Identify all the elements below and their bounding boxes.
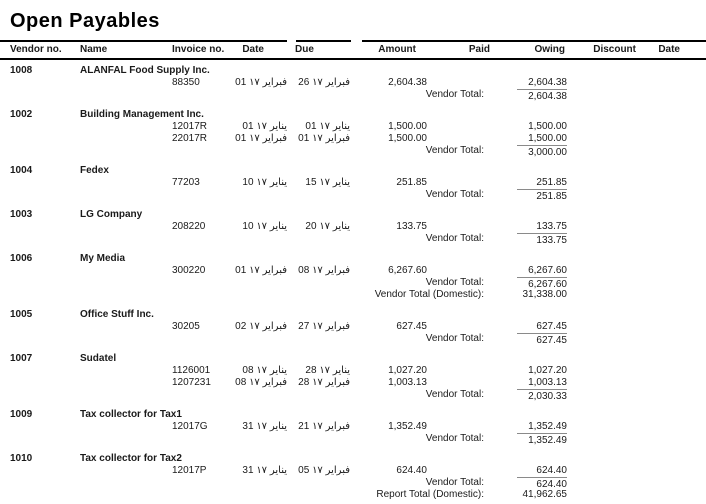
vendor-no: 1003 (10, 209, 33, 220)
total-owing (490, 289, 567, 301)
vendor-no: 1009 (10, 409, 33, 420)
owing: 133.75 (536, 221, 567, 232)
invoice-date: 10 يناير ١٧ (242, 177, 287, 188)
vendor-group (0, 109, 706, 157)
total-row (0, 277, 706, 289)
vendor-group (0, 453, 706, 501)
total-value: 31,338.00 (522, 289, 567, 300)
total-row (0, 145, 706, 157)
invoice-row (0, 321, 706, 333)
invoice-date: 08 فبراير ١٧ (235, 377, 287, 388)
total-owing (490, 489, 567, 501)
invoice-date: 01 فبراير ١٧ (235, 77, 287, 88)
vendor-header-row (0, 353, 706, 365)
invoice-no: 1126001 (172, 365, 211, 376)
total-row (0, 433, 706, 445)
total-value: 133.75 (517, 233, 567, 247)
total-label: Vendor Total: (425, 477, 484, 488)
vendor-header-row (0, 253, 706, 265)
due-date: 15 يناير ١٧ (305, 177, 350, 188)
amount: 1,352.49 (388, 421, 427, 432)
col-header-amount: Amount (378, 44, 416, 55)
invoice-date: 01 فبراير ١٧ (235, 265, 287, 276)
invoice-row (0, 365, 706, 377)
due-date: 26 فبراير ١٧ (298, 77, 350, 88)
amount: 627.45 (396, 321, 427, 332)
due-date: 01 فبراير ١٧ (298, 133, 350, 144)
vendor-name: My Media (80, 253, 126, 264)
total-row (0, 477, 706, 489)
vendor-no: 1007 (10, 353, 33, 364)
invoice-row (0, 221, 706, 233)
total-value: 3,000.00 (517, 145, 567, 159)
total-label: Vendor Total: (425, 277, 484, 288)
total-value: 624.40 (517, 477, 567, 491)
vendor-name: Fedex (80, 165, 109, 176)
vendor-name: Office Stuff Inc. (80, 309, 154, 320)
total-label: Vendor Total: (425, 145, 484, 156)
total-value: 2,030.33 (517, 389, 567, 403)
total-value: 627.45 (517, 333, 567, 347)
vendor-no: 1002 (10, 109, 33, 120)
invoice-no: 208220 (172, 221, 206, 232)
report-title: Open Payables (10, 10, 160, 32)
vendor-no: 1008 (10, 65, 33, 76)
total-owing (490, 189, 567, 203)
invoice-date: 01 فبراير ١٧ (235, 133, 287, 144)
owing: 1,352.49 (528, 421, 567, 432)
vendor-group (0, 65, 706, 101)
invoice-row (0, 77, 706, 89)
invoice-row (0, 177, 706, 189)
due-date: 28 فبراير ١٧ (298, 377, 350, 388)
invoice-row (0, 465, 706, 477)
owing: 6,267.60 (528, 265, 567, 276)
header-bottom-rule (0, 58, 706, 60)
owing: 1,500.00 (528, 133, 567, 144)
vendor-group (0, 253, 706, 301)
invoice-row (0, 265, 706, 277)
amount: 2,604.38 (388, 77, 427, 88)
total-owing (490, 333, 567, 347)
vendor-header-row (0, 453, 706, 465)
col-header-due: Due (295, 44, 314, 55)
total-label: Report Total (Domestic): (376, 489, 484, 500)
invoice-no: 1207231 (172, 377, 211, 388)
total-value: 6,267.60 (517, 277, 567, 291)
total-label: Vendor Total: (425, 433, 484, 444)
invoice-date: 10 يناير ١٧ (242, 221, 287, 232)
invoice-row (0, 133, 706, 145)
total-label: Vendor Total: (425, 233, 484, 244)
invoice-no: 12017G (172, 421, 208, 432)
total-owing (490, 89, 567, 103)
total-owing (490, 233, 567, 247)
invoice-date: 31 يناير ١٧ (242, 421, 287, 432)
invoice-row (0, 421, 706, 433)
table-header-row (0, 42, 706, 58)
due-date: 20 يناير ١٧ (305, 221, 350, 232)
vendor-name: Sudatel (80, 353, 117, 364)
invoice-no: 88350 (172, 77, 200, 88)
col-header-invoice-no: Invoice no. (172, 44, 225, 55)
open-payables-report (0, 10, 706, 504)
vendor-name: Tax collector for Tax2 (80, 453, 182, 464)
vendor-header-row (0, 165, 706, 177)
vendor-header-row (0, 109, 706, 121)
owing: 627.45 (536, 321, 567, 332)
due-date: 27 فبراير ١٧ (298, 321, 350, 332)
total-value: 41,962.65 (522, 489, 567, 500)
total-row (0, 233, 706, 245)
owing: 251.85 (536, 177, 567, 188)
report-body (0, 65, 706, 501)
due-date: 08 فبراير ١٧ (298, 265, 350, 276)
total-label: Vendor Total (Domestic): (374, 289, 484, 300)
col-header-paid: Paid (468, 44, 490, 55)
owing: 624.40 (536, 465, 567, 476)
vendor-name: ALANFAL Food Supply Inc. (80, 65, 210, 76)
owing: 2,604.38 (528, 77, 567, 88)
invoice-date: 31 يناير ١٧ (242, 465, 287, 476)
col-header-name: Name (80, 44, 108, 55)
col-header-discount: Discount (593, 44, 636, 55)
invoice-no: 12017P (172, 465, 207, 476)
col-header-date2: Date (658, 44, 680, 55)
invoice-no: 22017R (172, 133, 208, 144)
vendor-name: LG Company (80, 209, 143, 220)
due-date: 28 يناير ١٧ (305, 365, 350, 376)
amount: 251.85 (396, 177, 427, 188)
total-row (0, 333, 706, 345)
total-row (0, 289, 706, 301)
total-row (0, 89, 706, 101)
owing: 1,500.00 (528, 121, 567, 132)
col-header-vendor-no: Vendor no. (10, 44, 62, 55)
amount: 6,267.60 (388, 265, 427, 276)
invoice-date: 01 يناير ١٧ (242, 121, 287, 132)
total-row (0, 489, 706, 501)
invoice-row (0, 377, 706, 389)
vendor-no: 1006 (10, 253, 33, 264)
invoice-no: 12017R (172, 121, 208, 132)
vendor-group (0, 353, 706, 401)
vendor-header-row (0, 209, 706, 221)
vendor-group (0, 209, 706, 245)
invoice-date: 02 فبراير ١٧ (235, 321, 287, 332)
total-row (0, 389, 706, 401)
amount: 1,027.20 (388, 365, 427, 376)
vendor-name: Building Management Inc. (80, 109, 204, 120)
invoice-no: 30205 (172, 321, 200, 332)
vendor-no: 1004 (10, 165, 33, 176)
vendor-header-row (0, 309, 706, 321)
vendor-name: Tax collector for Tax1 (80, 409, 182, 420)
total-label: Vendor Total: (425, 389, 484, 400)
total-owing (490, 433, 567, 447)
total-value: 2,604.38 (517, 89, 567, 103)
due-date: 05 فبراير ١٧ (298, 465, 350, 476)
owing: 1,027.20 (528, 365, 567, 376)
total-row (0, 189, 706, 201)
invoice-row (0, 121, 706, 133)
total-value: 251.85 (517, 189, 567, 203)
vendor-no: 1010 (10, 453, 33, 464)
invoice-no: 77203 (172, 177, 200, 188)
amount: 1,500.00 (388, 121, 427, 132)
vendor-no: 1005 (10, 309, 33, 320)
due-date: 21 فبراير ١٧ (298, 421, 350, 432)
amount: 1,003.13 (388, 377, 427, 388)
total-label: Vendor Total: (425, 89, 484, 100)
vendor-group (0, 165, 706, 201)
col-header-date: Date (242, 44, 264, 55)
vendor-group (0, 409, 706, 445)
amount: 624.40 (396, 465, 427, 476)
invoice-date: 08 يناير ١٧ (242, 365, 287, 376)
amount: 1,500.00 (388, 133, 427, 144)
col-header-owing: Owing (534, 44, 565, 55)
total-label: Vendor Total: (425, 333, 484, 344)
total-owing (490, 145, 567, 159)
total-owing (490, 389, 567, 403)
owing: 1,003.13 (528, 377, 567, 388)
invoice-no: 300220 (172, 265, 206, 276)
vendor-group (0, 309, 706, 345)
amount: 133.75 (396, 221, 427, 232)
vendor-header-row (0, 409, 706, 421)
total-label: Vendor Total: (425, 189, 484, 200)
due-date: 01 يناير ١٧ (305, 121, 350, 132)
vendor-header-row (0, 65, 706, 77)
total-value: 1,352.49 (517, 433, 567, 447)
